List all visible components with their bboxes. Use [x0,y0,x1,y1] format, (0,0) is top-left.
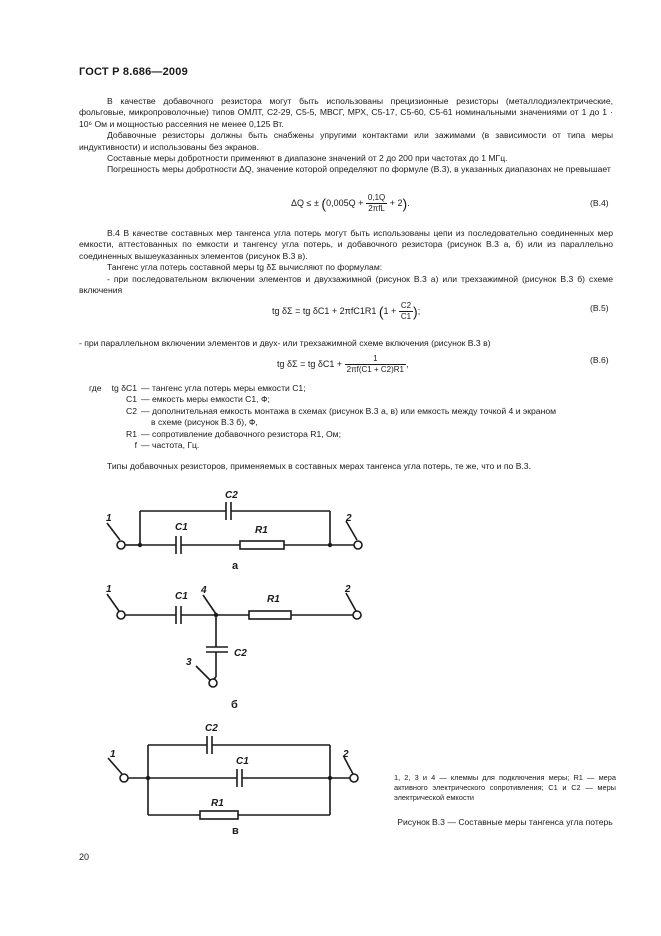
circuit-b [107,593,361,687]
label-c2: C2 [234,648,247,659]
paragraph: Погрешность меры добротности ΔQ, значение которой определяют по формуле (В.3), в указанных диапазонах не превышает [107,164,611,175]
paragraph: В.4 В качестве составных мер тангенса угла потерь могут быть использованы цепи из последовательно соединенных мер емкости, аттестованных по емкости и тангенсу угла потерь, и добавочного резистора (рисунок В.3 а, б) или из параллельно соединенных вышеуказанных элементов (рисунок В.3 в). [79,228,613,261]
terminal-1-label: 1 [110,749,116,760]
junction-dot [138,543,142,547]
definition-row: tg δC1 — тангенс угла потерь меры емкости C1; [111,383,306,393]
definition-row: C2 — дополнительная емкость монтажа в схемах (рисунок В.3 а, в) или емкость между точкой 4 и экраном [126,405,557,416]
paragraph: В качестве добавочного резистора могут быть использованы прецизионные резисторы (металлодиэлектрические, фольговые, микропроволочные) типов ОМЛТ, С2-29, С5-5, МВСГ, МРХ, С5-17, С5-60, С5-61 номинальными значениями от 1 до 1 · 10⁶ Ом и мощностью рассеяния не менее 0,125 Вт. [79,96,613,129]
terminal-2-label: 2 [345,584,351,595]
paragraph: - при параллельном включении элементов и двух- или трехзажимной схеме включения (рисунок В.3 в) [79,338,491,348]
equation-b5: tg δΣ = tg δC1 + 2πfC1R1 (1 + $\frac{C2}{C1}$ ); [272,301,421,321]
circuit-a [107,502,362,554]
terminal-3-label: 3 [186,657,192,668]
equation-b4: ΔQ ≤ ± (0,005Q + $\frac{0,1Q}{\text{2πfL}}$ + 2). [291,193,410,213]
body-text-block-4: Типы добавочных резисторов, применяемых в составных мерах тангенса угла потерь, те же, что и по В.3. [107,461,531,471]
terminal-1-label: 1 [106,584,112,595]
definition-row: f — частота, Гц. [134,439,200,450]
label-c1: C1 [175,591,188,602]
label-c2: C2 [225,490,238,501]
paragraph: - при последовательном включении элементов и двухзажимной (рисунок В.3 а) или трехзажимной (рисунок В.3 б) схеме включения [79,273,613,296]
definition-row: C1 — емкость меры емкости C1, Ф; [126,394,270,405]
equation-number-b5: (В.5) [590,303,609,313]
junction-dot [214,613,218,617]
terminal-2-label: 2 [343,749,349,760]
terminal-2-label: 2 [346,513,352,524]
junction-dot [146,776,150,780]
subfigure-label-v: в [232,825,239,837]
junction-dot [328,776,332,780]
equation-number-b4: (В.4) [590,198,609,208]
circuit-v [108,736,358,819]
page-number: 20 [79,852,90,862]
figure-legend: 1, 2, 3 и 4 — клеммы для подключения меры; R1 — мера активного электрического сопротивления; C1 и C2 — меры электрической емкости [394,773,616,802]
where-label: где [89,383,102,393]
definition-row: в схеме (рисунок В.3 б), Ф, [151,417,258,428]
paragraph: Добавочные резисторы должны быть снабжены упругими контактами или зажимами (в зависимости от типа меры индуктивности) и использованы без экранов. [79,130,613,152]
terminal-4-label: 4 [201,585,207,596]
label-r1: R1 [255,525,268,536]
subfigure-label-b: б [231,699,238,711]
figure-caption: Рисунок В.3 — Составные меры тангенса угла потерь [397,817,613,827]
label-c2: C2 [205,723,218,734]
definition-row: R1 — сопротивление добавочного резистора R1, Ом; [126,428,341,439]
label-c1: C1 [236,756,249,767]
label-c1: C1 [175,522,188,533]
subfigure-label-a: а [232,560,239,572]
equation-b6: tg δΣ = tg δC1 + $\frac{1}{2\pi f(C1 + C2)R1}$ , [277,354,409,374]
paragraph: Составные меры добротности применяют в диапазоне значений от 2 до 200 при частотах до 1 МГц. [107,153,508,164]
label-r1: R1 [267,594,280,605]
label-r1: R1 [211,798,224,809]
terminal-1-label: 1 [106,513,112,524]
paragraph: Тангенс угла потерь составной меры tg δΣ вычисляют по формулам: [107,262,383,273]
document-header: ГОСТ Р 8.686—2009 [79,66,188,78]
equation-number-b6: (В.6) [590,355,609,365]
junction-dot [328,543,332,547]
